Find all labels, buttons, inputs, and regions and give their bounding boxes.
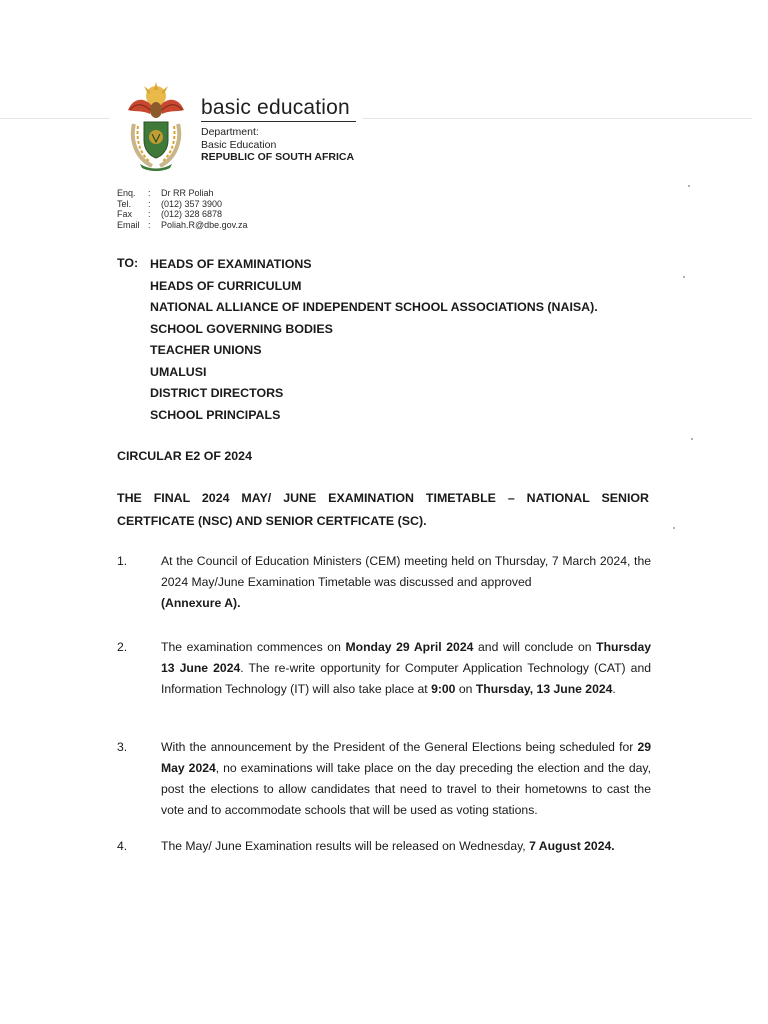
emphasis-text: 9:00 <box>431 682 456 696</box>
paragraph-body <box>161 637 651 700</box>
paragraph-text: , no examinations will take place on the day preceding the election and the day, post the elections to allow candidates that need to travel to their hometowns to cast the vote and to accommodate schools that will be used as voting stations. <box>161 761 651 817</box>
contact-row-enquiries: Enq. : Dr RR Poliah <box>117 188 214 198</box>
paragraph-body <box>161 551 651 614</box>
to-label: TO: <box>117 256 139 270</box>
fax-value: (012) 328 6878 <box>161 209 223 219</box>
paragraph-body <box>161 836 651 857</box>
letterhead <box>201 96 361 164</box>
recipient-list <box>150 256 670 428</box>
contact-block <box>117 188 248 230</box>
paragraph-number: 1. <box>117 554 128 568</box>
emphasis-text: (Annexure A). <box>161 596 241 610</box>
emphasis-text: Thursday 13 June 2024 <box>161 640 651 675</box>
paragraph-text: The examination commences on <box>161 640 346 654</box>
faint-rule-left <box>0 118 110 119</box>
scan-speck <box>673 527 675 529</box>
telephone-value: (012) 357 3900 <box>161 198 223 209</box>
emphasis-text: Thursday, 13 June 2024 <box>475 682 613 696</box>
recipient-item: SCHOOL PRINCIPALS <box>150 407 281 422</box>
recipient-item: UMALUSI <box>150 364 207 379</box>
recipient-item: HEADS OF EXAMINATIONS <box>150 257 312 271</box>
recipient-item: HEADS OF CURRICULUM <box>150 278 302 293</box>
paragraph-text: . The re-write opportunity for Computer Application Technology (CAT) and Information Technology (IT) will also take place at <box>161 661 651 696</box>
contact-row-telephone: Tel. : (012) 357 3900 <box>117 198 223 209</box>
recipient-item: SCHOOL GOVERNING BODIES <box>150 321 333 336</box>
scan-speck <box>688 185 690 187</box>
brand-title: basic education <box>201 96 356 122</box>
department-label: Department: <box>201 126 259 138</box>
email-value: Poliah.R@dbe.gov.za <box>161 219 248 230</box>
emphasis-text: 29 May 2024 <box>161 740 651 775</box>
scan-speck <box>683 276 685 278</box>
enquiries-value: Dr RR Poliah <box>161 188 214 198</box>
paragraph-text: With the announcement by the President of the General Elections being scheduled for <box>161 740 638 754</box>
emphasis-text: 7 August 2024. <box>529 839 615 853</box>
paragraph-number: 3. <box>117 740 128 754</box>
paragraph-text: The May/ June Examination results will be released on Wednesday, <box>161 839 530 853</box>
paragraph-number: 2. <box>117 640 128 654</box>
recipient-item: NATIONAL ALLIANCE OF INDEPENDENT SCHOOL ASSOCIATIONS (NAISA). <box>150 300 598 314</box>
paragraph-text: . <box>612 682 616 696</box>
paragraph-number: 4. <box>117 839 128 853</box>
circular-number: CIRCULAR E2 OF 2024 <box>117 449 252 463</box>
scan-speck <box>691 438 693 440</box>
subject-heading: THE FINAL 2024 MAY/ JUNE EXAMINATION TIMETABLE – NATIONAL SENIOR CERTFICATE (NSC) AND SENIOR CERTFICATE (SC). <box>117 491 649 528</box>
department-name: Basic Education <box>201 138 277 151</box>
paragraph-text: on <box>455 682 476 696</box>
faint-rule-right <box>362 118 752 119</box>
paragraph-body <box>161 737 651 821</box>
recipient-item: TEACHER UNIONS <box>150 343 262 357</box>
coat-of-arms-icon <box>120 80 192 172</box>
country-name: REPUBLIC OF SOUTH AFRICA <box>201 151 355 163</box>
contact-row-email: Email : Poliah.R@dbe.gov.za <box>117 219 248 230</box>
emphasis-text: Monday 29 April 2024 <box>345 640 474 654</box>
recipient-item: DISTRICT DIRECTORS <box>150 386 284 400</box>
contact-row-fax: Fax : (012) 328 6878 <box>117 209 223 219</box>
paragraph-text: At the Council of Education Ministers (CEM) meeting held on Thursday, 7 March 2024, the 2024 May/June Examination Timetable was discussed and approved <box>161 554 651 589</box>
paragraph-text: and will conclude on <box>473 640 597 654</box>
